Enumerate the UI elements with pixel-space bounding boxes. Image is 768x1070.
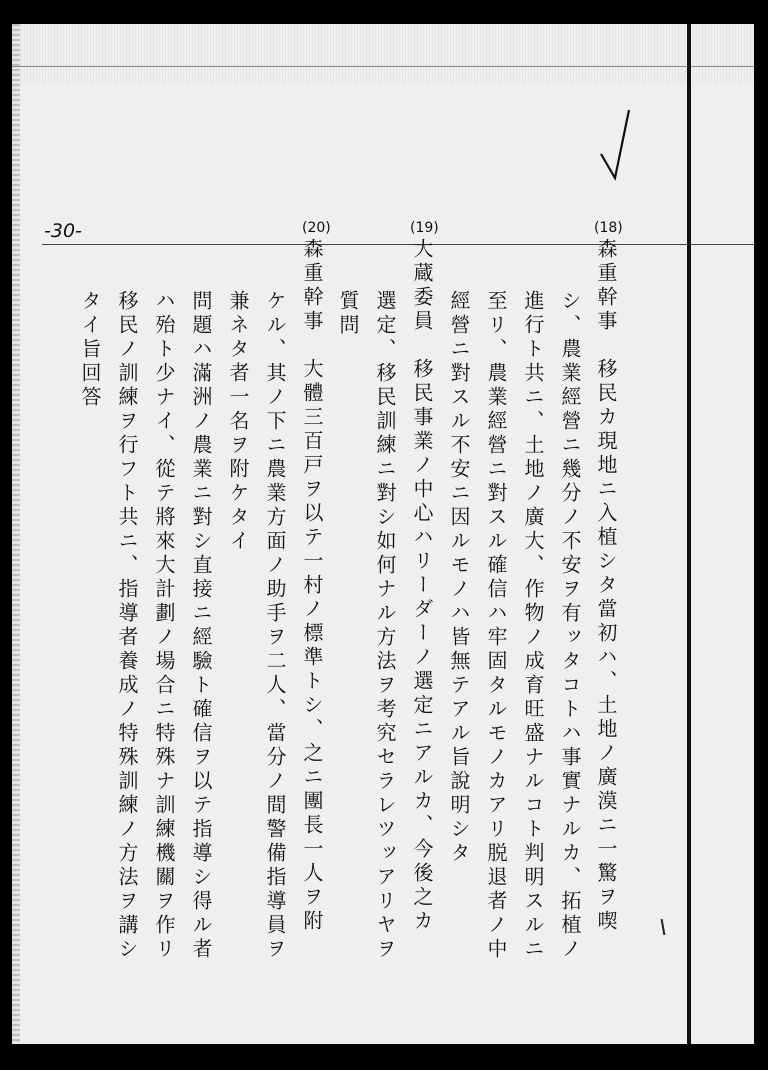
item-number-18: (18) xyxy=(594,220,623,236)
pen-mark xyxy=(661,919,666,935)
text-column: 選定、移民訓練ニ對シ如何ナル方法ヲ考究セラレツッアリヤヲ xyxy=(373,290,397,962)
item-number-19: (19) xyxy=(410,220,439,236)
checkmark-icon xyxy=(597,104,637,194)
text-column: 問題ハ滿洲ノ農業ニ對シ直接ニ經驗ト確信ヲ以テ指導シ得ル者 xyxy=(189,290,213,962)
text-column: タイ旨回答 xyxy=(78,290,102,410)
text-column: 兼ネタ者一名ヲ附ケタイ xyxy=(226,290,250,554)
text-column: 森重幹事 大體三百戸ヲ以テ一村ノ標準トシ、之ニ團長一人ヲ附 xyxy=(300,238,324,934)
document-page xyxy=(12,24,754,1044)
text-column: 經營ニ對スル不安ニ因ルモノハ皆無テアル旨說明シタ xyxy=(447,290,471,866)
text-column: 移民ノ訓練ヲ行フト共ニ、指導者養成ノ特殊訓練ノ方法ヲ講シ xyxy=(115,290,139,962)
page-number: -30- xyxy=(44,220,82,242)
text-column: 質問 xyxy=(336,290,360,338)
text-column: シ、農業經營ニ幾分ノ不安ヲ有ッタコトハ事實ナルカ、拓植ノ xyxy=(558,290,582,962)
page-divider xyxy=(687,24,691,1044)
page-edge xyxy=(12,24,20,1044)
text-column: 進行ト共ニ、土地ノ廣大、作物ノ成育旺盛ナルコト判明スルニ xyxy=(521,290,545,962)
text-column: ケル、其ノ下ニ農業方面ノ助手ヲ二人、當分ノ間警備指導員ヲ xyxy=(263,290,287,962)
text-column: 至リ、農業經營ニ對スル確信ハ牢固タルモノカアリ脱退者ノ中 xyxy=(484,290,508,962)
text-column: 森重幹事 移民カ現地ニ入植シタ當初ハ、土地ノ廣漠ニ一驚ヲ喫 xyxy=(594,238,618,934)
header-rule xyxy=(42,244,754,245)
text-column: ハ殆ト少ナイ、從テ將來大計劃ノ場合ニ特殊ナ訓練機關ヲ作リ xyxy=(152,290,176,962)
top-rule xyxy=(12,66,754,67)
text-column: 大蔵委員 移民事業ノ中心ハリーダーノ選定ニアルカ、今後之カ xyxy=(410,238,434,934)
item-number-20: (20) xyxy=(302,220,331,236)
